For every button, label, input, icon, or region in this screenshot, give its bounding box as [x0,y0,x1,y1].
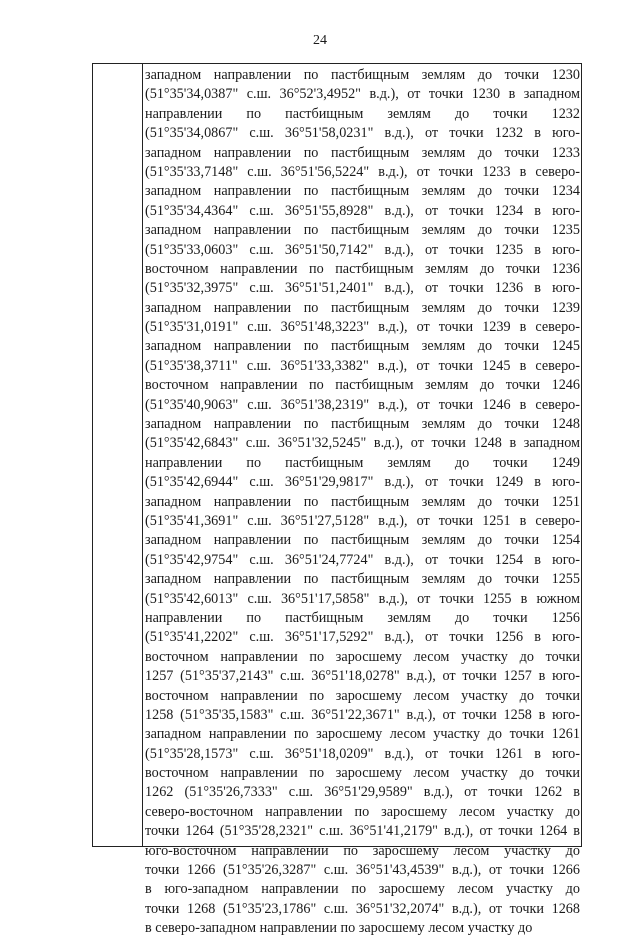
text-line: 1257 (51°35'37,2143" с.ш. 36°51'18,0278" в.д.), от точки 1257 в юго- [145,668,580,685]
text-line: юго-восточном направлении по заросшему лесом участку до [145,842,580,859]
text-line: восточном направлении по заросшему лесом участку до точки [145,687,580,704]
text-line: точки 1264 (51°35'28,2321" с.ш. 36°51'41,2179" в.д.), от точки 1264 в [145,823,580,840]
text-line: восточном направлении по пастбищным землям до точки 1246 [145,377,580,394]
text-line: восточном направлении по заросшему лесом участку до точки [145,648,580,665]
text-line: (51°35'40,9063" с.ш. 36°51'38,2319" в.д.), от точки 1246 в северо- [145,396,580,413]
text-line: западном направлении по пастбищным землям до точки 1233 [145,144,580,161]
text-line: западном направлении по пастбищным землям до точки 1255 [145,571,580,588]
text-line: (51°35'33,0603" с.ш. 36°51'50,7142" в.д.), от точки 1235 в юго- [145,241,580,258]
text-line: (51°35'38,3711" с.ш. 36°51'33,3382" в.д.), от точки 1245 в северо- [145,357,580,374]
text-line: западном направлении по пастбищным землям до точки 1239 [145,299,580,316]
text-line: точки 1266 (51°35'26,3287" с.ш. 36°51'43,4539" в.д.), от точки 1266 [145,862,580,879]
page-number: 24 [313,33,327,48]
text-line: западном направлении по пастбищным землям до точки 1230 [145,67,580,83]
text-line: в юго-западном направлении по заросшему лесом участку до [145,881,580,898]
text-line: 1262 (51°35'26,7333" с.ш. 36°51'29,9589" в.д.), от точки 1262 в [145,784,580,801]
text-line: (51°35'34,0387" с.ш. 36°52'3,4952" в.д.), от точки 1230 в западном [145,86,580,103]
text-line: (51°35'33,7148" с.ш. 36°51'56,5224" в.д.), от точки 1233 в северо- [145,163,580,180]
text-line: (51°35'34,0867" с.ш. 36°51'58,0231" в.д.), от точки 1232 в юго- [145,125,580,142]
text-line: западном направлении по пастбищным землям до точки 1251 [145,493,580,510]
text-line: (51°35'28,1573" с.ш. 36°51'18,0209" в.д.), от точки 1261 в юго- [145,745,580,762]
text-line: (51°35'32,3975" с.ш. 36°51'51,2401" в.д.), от точки 1236 в юго- [145,280,580,297]
text-line: точки 1268 (51°35'23,1786" с.ш. 36°51'32,2074" в.д.), от точки 1268 [145,900,580,917]
text-line: восточном направлении по пастбищным землям до точки 1236 [145,260,580,277]
text-line: (51°35'42,6944" с.ш. 36°51'29,9817" в.д.), от точки 1249 в юго- [145,474,580,491]
text-line: направлении по пастбищным землям до точки 1232 [145,105,580,122]
text-line: (51°35'31,0191" с.ш. 36°51'48,3223" в.д.), от точки 1239 в северо- [145,319,580,336]
text-line: северо-восточном направлении по заросшему лесом участку до [145,803,580,820]
text-line: западном направлении по пастбищным землям до точки 1234 [145,183,580,200]
text-line: в северо-западном направлении по заросшему лесом участку до [145,920,533,937]
text-line: направлении по пастбищным землям до точки 1256 [145,609,580,626]
text-line: (51°35'34,4364" с.ш. 36°51'55,8928" в.д.), от точки 1234 в юго- [145,202,580,219]
boundary-description-column [145,66,580,939]
text-line: (51°35'41,2202" с.ш. 36°51'17,5292" в.д.), от точки 1256 в юго- [145,629,580,646]
text-line: западном направлении по пастбищным землям до точки 1254 [145,532,580,549]
text-line: (51°35'41,3691" с.ш. 36°51'27,5128" в.д.), от точки 1251 в северо- [145,512,580,529]
text-line: западном направлении по заросшему лесом участку до точки 1261 [145,726,580,743]
text-line: (51°35'42,6843" с.ш. 36°51'32,5245" в.д.), от точки 1248 в западном [145,435,580,452]
text-line: западном направлении по пастбищным землям до точки 1235 [145,222,580,239]
text-line: (51°35'42,6013" с.ш. 36°51'17,5858" в.д.), от точки 1255 в южном [145,590,580,607]
text-line: западном направлении по пастбищным землям до точки 1245 [145,338,580,355]
text-line: направлении по пастбищным землям до точки 1249 [145,454,580,471]
text-line: (51°35'42,9754" с.ш. 36°51'24,7724" в.д.), от точки 1254 в юго- [145,551,580,568]
text-line: восточном направлении по заросшему лесом участку до точки [145,765,580,782]
text-line: 1258 (51°35'35,1583" с.ш. 36°51'22,3671" в.д.), от точки 1258 в юго- [145,706,580,723]
text-line: западном направлении по пастбищным землям до точки 1248 [145,416,580,433]
column-divider [142,63,143,847]
